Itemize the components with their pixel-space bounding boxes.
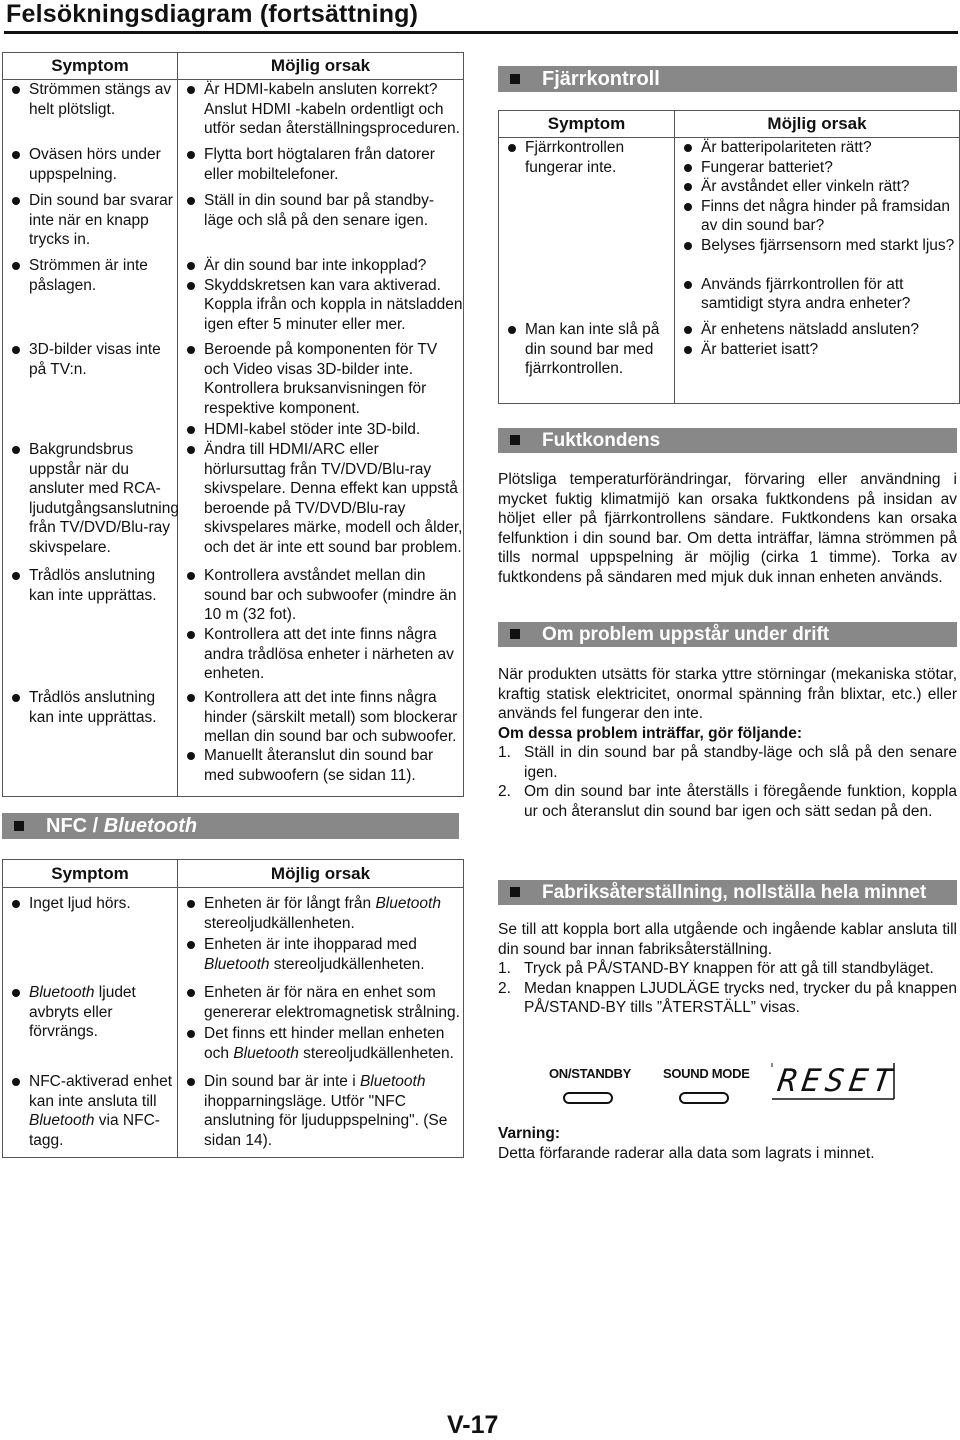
page-title: Felsökningsdiagram (fortsättning)	[6, 0, 419, 28]
operation-problem-block	[498, 665, 957, 821]
factory-reset-heading	[498, 880, 957, 905]
section-marker-icon	[14, 821, 24, 831]
cause-column	[675, 138, 960, 404]
cause-item: Är HDMI-kabeln ansluten korrekt? Anslut HDMI -kabeln ordentligt och utför sedan återställningsproceduren.	[178, 80, 463, 145]
cause-item: Är batteripolariteten rätt?	[675, 138, 959, 158]
symptom-item: Din sound bar svarar inte när en knapp trycks in.	[3, 191, 177, 256]
cause-item: Kontrollera att det inte finns några hinder (särskilt metall) som blockerar mellan din sound bar och subwoofer.	[178, 688, 463, 746]
symptom-item: Oväsen hörs under uppspelning.	[3, 145, 177, 191]
symptom-item: Trådlös anslutning kan inte upprättas.	[3, 688, 177, 748]
operation-steps	[498, 743, 957, 821]
remote-control-title: Fjärrkontroll	[542, 68, 660, 90]
remote-table	[498, 110, 960, 404]
symptom-header: Symptom	[3, 53, 178, 80]
cause-item: Beroende på komponenten för TV och Video visas 3D-bilder inte. Kontrollera bruksanvisningen för respektive komponent.	[178, 340, 463, 420]
sound-mode-button-icon	[679, 1092, 729, 1104]
cause-column	[178, 80, 464, 797]
operation-problem-text: När produkten utsätts för starka yttre störningar (mekaniska stötar, kraftig statisk elektricitet, onormal spänning från blixtar, etc.) eller används fel fungerar den inte.	[498, 666, 957, 722]
cause-item: Kontrollera att det inte finns några andra trådlösa enheter i närheten av enheten.	[178, 625, 463, 688]
cause-item: Är enhetens nätsladd ansluten?	[675, 320, 959, 340]
factory-reset-steps	[498, 959, 957, 1018]
cause-item: Manuellt återanslut din sound bar med subwoofern (se sidan 11).	[178, 746, 463, 786]
condensation-heading	[498, 428, 957, 453]
cause-item: Skyddskretsen kan vara aktiverad. Koppla ifrån och koppla in nätsladden igen efter 5 minuter eller mer.	[178, 276, 463, 341]
cause-header: Möjlig orsak	[178, 53, 464, 80]
section-marker-icon	[510, 629, 520, 639]
cause-item: Är batteriet isatt?	[675, 340, 959, 379]
cause-item: Flytta bort högtalaren från datorer eller mobiltelefoner.	[178, 145, 463, 191]
cause-item: Det finns ett hinder mellan enheten och Bluetooth stereoljudkällenheten.	[178, 1024, 463, 1072]
sound-mode-label: SOUND MODE	[663, 1066, 750, 1081]
symptom-item: Bluetooth ljudet avbryts eller förvrängs.	[3, 983, 177, 1072]
title-divider	[4, 31, 958, 34]
cause-item: Enheten är inte ihopparad med Bluetooth stereoljudkällenheten.	[178, 935, 463, 983]
symptom-item: Inget ljud hörs.	[3, 894, 177, 983]
step-item: 1. Tryck på PÅ/STAND-BY knappen för att gå till standbyläget.	[498, 960, 934, 977]
factory-reset-block	[498, 920, 957, 1018]
step-item: 1. Ställ in din sound bar på standby-läge och slå på den senare igen.	[498, 744, 957, 781]
factory-reset-intro: Se till att koppla bort alla utgående och ingående kablar ansluta till din sound bar innan fabriksåterställning.	[498, 921, 957, 958]
on-standby-button-icon	[563, 1092, 613, 1104]
page-number: V-17	[447, 1411, 499, 1439]
symptom-item: Strömmen stängs av helt plötsligt.	[3, 80, 177, 145]
cause-item: Används fjärrkontrollen för att samtidigt styra andra enheter?	[675, 275, 959, 321]
step-item: 2. Medan knappen LJUDLÄGE trycks ned, trycker du på knappen PÅ/STAND-BY tills ”ÅTERSTÄLL” visas.	[498, 979, 957, 1016]
cause-header: Möjlig orsak	[675, 111, 960, 138]
cause-item: HDMI-kabel stöder inte 3D-bild.	[178, 420, 463, 440]
warning-title: Varning:	[498, 1125, 561, 1142]
cause-item: Fungerar batteriet?	[675, 158, 959, 178]
symptom-item: Bakgrundsbrus uppstår när du ansluter med RCA-ljudutgångsanslutning från TV/DVD/Blu-ray skivspelare.	[3, 440, 177, 566]
nfc-table	[2, 859, 464, 1158]
section-marker-icon	[510, 74, 520, 84]
cause-item: Är din sound bar inte inkopplad?	[178, 256, 463, 276]
symptom-item: Man kan inte slå på din sound bar med fjärrkontrollen.	[499, 320, 674, 379]
cause-header: Möjlig orsak	[178, 860, 464, 888]
warning-block	[498, 1124, 957, 1163]
nfc-bluetooth-heading	[2, 813, 459, 839]
condensation-text: Plötsliga temperaturförändringar, förvaring eller användning i mycket fuktig klimatmijö kan orsaka fuktkondens på insidan av höljet eller på fjärrkontrollens sändare. Fuktkondens kan orsaka felfunktion i din sound bar. Om detta inträffar, lämna strömmen på tills normal uppspelning är möjlig (cirka 1 timme). Torka av fuktkondens på sändaren med mjuk duk innan enheten används.	[498, 471, 957, 586]
symptom-column	[3, 888, 178, 1158]
display-text: RESET	[775, 1063, 899, 1099]
step-item: 2. Om din sound bar inte återställs i föregående funktion, koppla ur och återanslut din sound bar igen och sätt sedan på den.	[498, 783, 957, 820]
symptom-item: NFC-aktiverad enhet kan inte ansluta till Bluetooth via NFC-tagg.	[3, 1072, 177, 1152]
symptom-header: Symptom	[3, 860, 178, 888]
operation-problem-title: Om problem uppstår under drift	[542, 624, 830, 645]
cause-item: Ställ in din sound bar på standby-läge och slå på den senare igen.	[178, 191, 463, 256]
cause-item: Din sound bar är inte i Bluetooth ihopparningsläge. Utför "NFC anslutning för ljuduppspelning". (Se sidan 14).	[178, 1072, 463, 1152]
cause-item: Enheten är för nära en enhet som genererar elektromagnetisk strålning.	[178, 983, 463, 1024]
warning-text: Detta förfarande raderar alla data som lagrats i minnet.	[498, 1144, 875, 1162]
symptom-item: Strömmen är inte påslagen.	[3, 256, 177, 340]
symptom-header: Symptom	[499, 111, 675, 138]
on-standby-label: ON/STANDBY	[549, 1066, 631, 1081]
reset-display	[770, 1061, 899, 1101]
remote-control-heading	[498, 66, 957, 92]
nfc-title-prefix: NFC /	[46, 815, 104, 837]
symptom-item: 3D-bilder visas inte på TV:n.	[3, 340, 177, 440]
cause-item: Enheten är för långt från Bluetooth stereoljudkällenheten.	[178, 894, 463, 935]
nfc-title-italic: Bluetooth	[103, 815, 198, 837]
cause-item: Kontrollera avståndet mellan din sound bar och subwoofer (mindre än 10 m (32 fot).	[178, 566, 463, 625]
condensation-title: Fuktkondens	[542, 430, 661, 451]
section-marker-icon	[510, 435, 520, 445]
cause-item: Finns det några hinder på framsidan av din sound bar?	[675, 197, 959, 236]
cause-item: Ändra till HDMI/ARC eller hörlursuttag från TV/DVD/Blu-ray skivspelare. Denna effekt kan uppstå beroende på TV/DVD/Blu-ray skivspelares märke, modell och ålder, och det är inte ett sound bar problem.	[178, 440, 463, 566]
cause-item: Är avståndet eller vinkeln rätt?	[675, 177, 959, 197]
section-marker-icon	[510, 887, 520, 897]
operation-problem-heading	[498, 622, 957, 647]
operation-subheading: Om dessa problem inträffar, gör följande:	[498, 724, 803, 742]
symptom-item: Trådlös anslutning kan inte upprättas.	[3, 566, 177, 688]
cause-item: Belyses fjärrsensorn med starkt ljus?	[675, 236, 959, 275]
factory-reset-title: Fabriksåterställning, nollställa hela minnet	[542, 882, 927, 903]
symptom-column	[499, 138, 675, 404]
troubleshooting-table	[2, 52, 464, 797]
symptom-column	[3, 80, 178, 797]
cause-column	[178, 888, 464, 1158]
symptom-item: Fjärrkontrollen fungerar inte.	[499, 138, 674, 320]
